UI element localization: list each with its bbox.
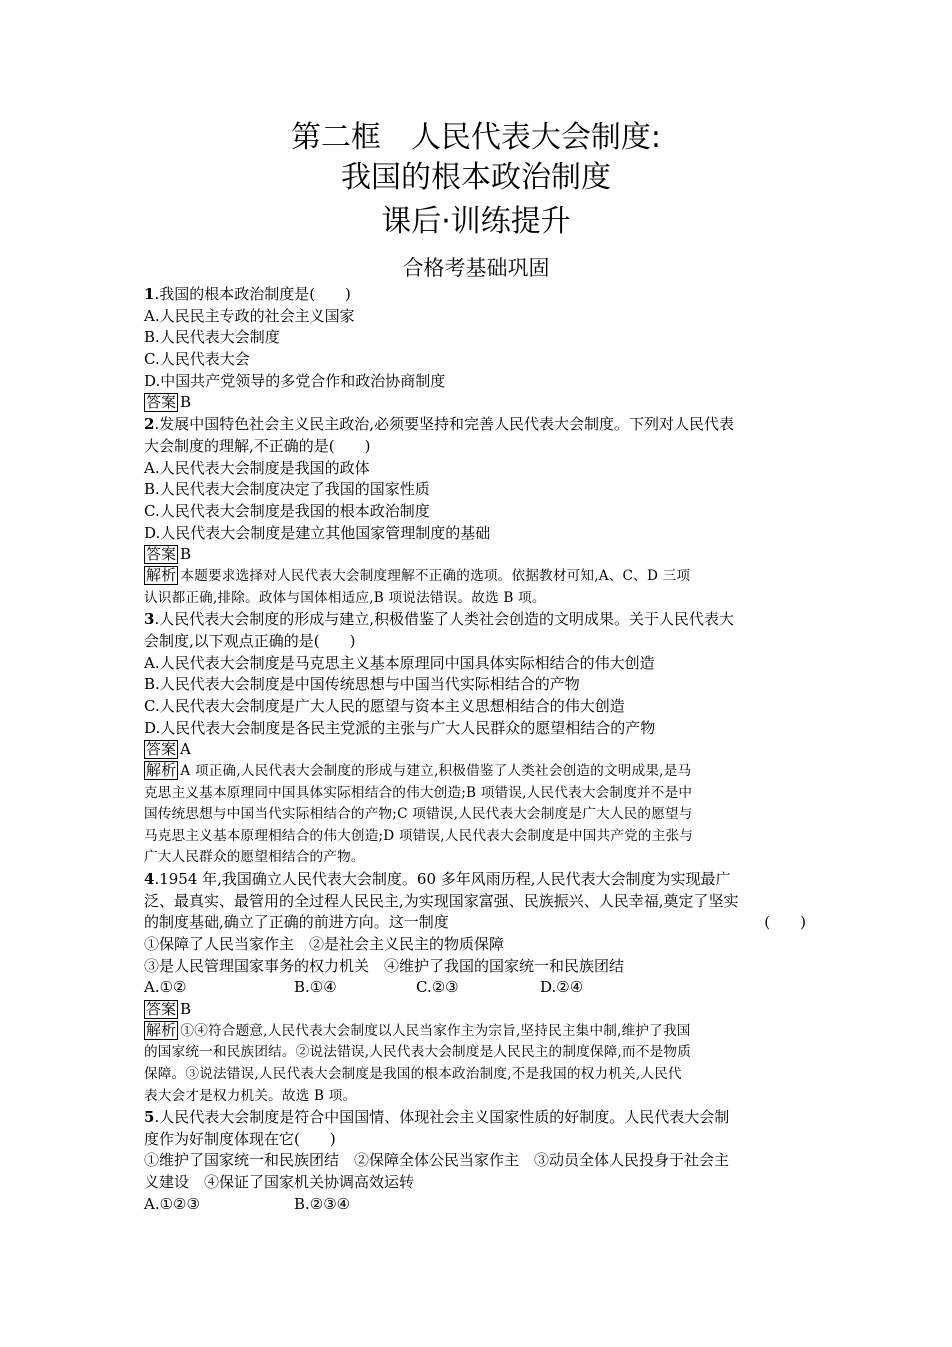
choice-row: [144, 977, 808, 999]
question-number: 3: [144, 610, 155, 629]
question-stem: .1954 年,我国确立人民代表大会制度。60 多年风雨历程,人民代表大会制度为实现最广: [154, 869, 731, 888]
page-subtitle: 课后·训练提升: [381, 204, 571, 239]
option-d: D.中国共产党领导的多党合作和政治协商制度: [144, 371, 446, 390]
section-heading: 合格考基础巩固: [402, 256, 550, 280]
explanation-text: 的国家统一和民族团结。②说法错误,人民代表大会制度是人民民主的制度保障,而不是物质: [144, 1044, 691, 1061]
choice-row: [144, 1194, 808, 1216]
option-d: D.人民代表大会制度是建立其他国家管理制度的基础: [144, 523, 491, 542]
explanation: [144, 761, 808, 869]
option-a: A.人民民主专政的社会主义国家: [144, 306, 355, 325]
explanation-text: 认识都正确,排除。政体与国体相适应,B 项说法错误。故选 B 项。: [144, 589, 546, 606]
choice-b: B.①④: [294, 978, 337, 997]
question-stem: 会制度,以下观点正确的是( ): [144, 631, 356, 650]
question-4: [144, 869, 808, 1107]
question-stem: .发展中国特色社会主义民主政治,必须要坚持和完善人民代表大会制度。下列对人民代表: [154, 415, 734, 434]
answer-label: 答案: [146, 545, 177, 564]
explanation-text: 克思主义基本原理同中国具体实际相结合的伟大创造;B 项错误,人民代表大会制度并不是中: [144, 784, 693, 801]
question-list: [144, 284, 808, 1216]
explanation-text: 表大会才是权力机关。故选 B 项。: [144, 1087, 357, 1104]
question-stem: .我国的根本政治制度是( ): [154, 285, 351, 303]
answer-value: B: [180, 545, 192, 564]
option-b: B.人民代表大会制度决定了我国的国家性质: [144, 480, 430, 499]
answer-row: [144, 739, 808, 761]
answer-label: 答案: [146, 1000, 177, 1019]
question-stem: 大会制度的理解,不正确的是( ): [144, 436, 371, 455]
statement-items: 义建设 ④保证了国家机关协调高效运转: [144, 1173, 415, 1192]
option-a: A.人民代表大会制度是我国的政体: [144, 458, 370, 477]
explanation-text: ①④符合题意,人民代表大会制度以人民当家作主为宗旨,坚持民主集中制,维护了我国: [180, 1022, 691, 1039]
option-b: B.人民代表大会制度: [144, 328, 280, 347]
answer-value: A: [180, 740, 191, 759]
explanation-text: 本题要求选择对人民代表大会制度理解不正确的选项。依据教材可知,A、C、D 三项: [180, 567, 691, 584]
page-title-line1: 第二框 人民代表大会制度:: [290, 120, 662, 155]
statement-items: ①保障了人民当家作主 ②是社会主义民主的物质保障: [144, 934, 505, 953]
question-1: [144, 284, 808, 414]
option-c: C.人民代表大会: [144, 350, 250, 369]
option-b: B.人民代表大会制度是中国传统思想与中国当代实际相结合的产物: [144, 675, 580, 694]
explanation-text: A 项正确,人民代表大会制度的形成与建立,积极借鉴了人类社会创造的文明成果,是马: [180, 762, 692, 779]
page-title-line2: 我国的根本政治制度: [341, 160, 611, 195]
explanation: [144, 566, 808, 609]
explanation-text: 保障。③说法错误,人民代表大会制度是我国的根本政治制度,不是我国的权力机关,人民代: [144, 1065, 682, 1082]
question-stem: .人民代表大会制度是符合中国国情、体现社会主义国家性质的好制度。人民代表大会制: [154, 1108, 730, 1127]
explanation-label: 解析: [146, 760, 177, 779]
question-3: [144, 609, 808, 869]
option-d: D.人民代表大会制度是各民主党派的主张与广大人民群众的愿望相结合的产物: [144, 718, 656, 737]
option-c: C.人民代表大会制度是我国的根本政治制度: [144, 501, 430, 520]
explanation: [144, 1021, 808, 1107]
question-stem-last: [144, 912, 808, 934]
option-c: C.人民代表大会制度是广大人民的愿望与资本主义思想相结合的伟大创造: [144, 696, 625, 715]
question-stem: .人民代表大会制度的形成与建立,积极借鉴了人类社会创造的文明成果。关于人民代表大: [154, 610, 734, 629]
explanation-label: 解析: [146, 1020, 177, 1039]
explanation-text: 马克思主义基本原理相结合的伟大创造;D 项错误,人民代表大会制度是中国共产党的主张与: [144, 827, 694, 844]
option-a: A.人民代表大会制度是马克思主义基本原理同中国具体实际相结合的伟大创造: [144, 653, 655, 672]
question-number: 2: [144, 415, 155, 434]
choice-b: B.②③④: [294, 1194, 351, 1213]
question-number: 5: [144, 1108, 155, 1127]
answer-row: [144, 999, 808, 1021]
explanation-text: 广大人民群众的愿望相结合的产物。: [144, 849, 365, 866]
question-stem: 泛、最真实、最管用的全过程人民民主,为实现国家富强、民族振兴、人民幸福,奠定了坚实: [144, 891, 739, 910]
answer-value: B: [180, 393, 192, 412]
explanation-label: 解析: [146, 565, 177, 584]
choice-c: C.②③: [416, 978, 459, 997]
choice-a: A.①②③: [144, 1194, 200, 1213]
answer-row: [144, 544, 808, 566]
question-2: [144, 414, 808, 609]
question-stem: 度作为好制度体现在它( ): [144, 1129, 336, 1148]
statement-items: ③是人民管理国家事务的权力机关 ④维护了我国的国家统一和民族团结: [144, 956, 625, 975]
question-stem: 的制度基础,确立了正确的前进方向。这一制度: [144, 913, 449, 932]
statement-items: ①维护了国家统一和民族团结 ②保障全体公民当家作主 ③动员全体人民投身于社会主: [144, 1151, 730, 1170]
explanation-text: 国传统思想与中国当代实际相结合的产物;C 项错误,人民代表大会制度是广大人民的愿望与: [144, 806, 693, 823]
title-block: [0, 118, 952, 282]
question-5: [144, 1107, 808, 1215]
choice-d: D.②④: [540, 978, 584, 997]
answer-label: 答案: [146, 740, 177, 759]
question-number: 4: [144, 869, 155, 888]
choice-a: A.①②: [144, 978, 187, 997]
answer-value: B: [180, 1000, 192, 1019]
question-number: 1: [144, 285, 155, 303]
answer-row: [144, 392, 808, 414]
answer-blank: ( ): [764, 913, 806, 932]
answer-label: 答案: [146, 393, 177, 412]
